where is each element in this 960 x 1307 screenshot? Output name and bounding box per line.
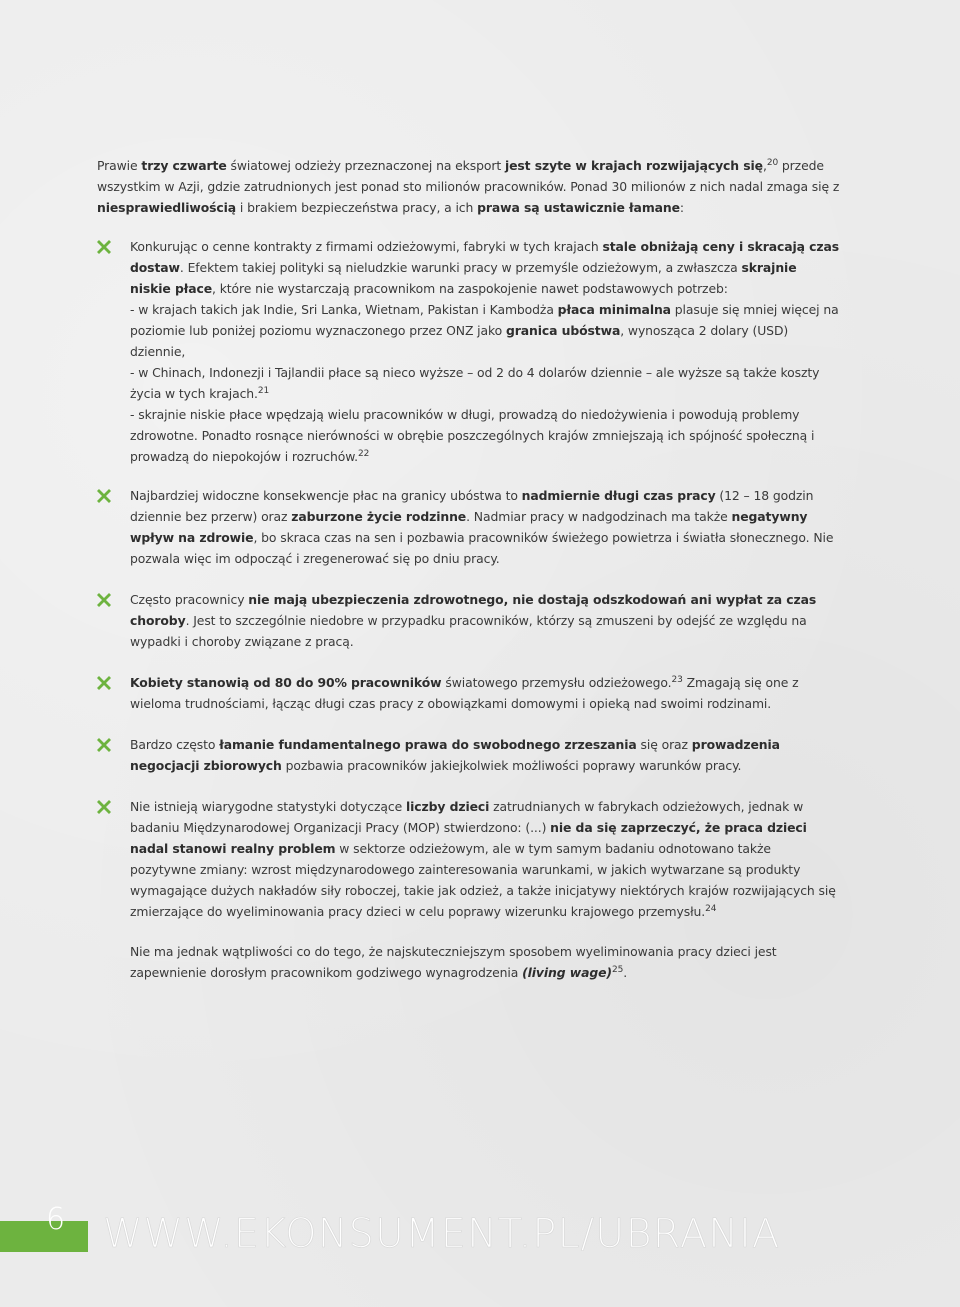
bullet-item-women — [95, 672, 840, 714]
text: światowej odzieży przeznaczonej na eksport — [226, 158, 505, 173]
text: , bo skraca czas na sen i pozbawia pracowników świeżego powietrza i światła słonecznego. Nie pozwala więc im odpocząć i zregenerować się po dniu pracy. — [130, 530, 834, 566]
bold-text: niesprawiedliwością — [97, 200, 237, 215]
bold-text: granica ubóstwa — [505, 323, 621, 338]
bold-text: prowadzenia negocjacji zbiorowych — [130, 737, 780, 773]
x-mark-icon — [95, 591, 113, 609]
text: . Nadmiar pracy w nadgodzinach ma także — [466, 509, 732, 524]
bold-text: łamanie fundamentalnego prawa do swobodnego zrzeszania — [219, 737, 637, 752]
text: Nie istnieją wiarygodne statystyki dotyczące — [130, 799, 406, 814]
text: pozbawia pracowników jakiejkolwiek możliwości poprawy warunków pracy. — [281, 758, 742, 773]
bullet-item-association — [95, 734, 840, 776]
text: . — [623, 965, 628, 980]
bullet-item-working-hours — [95, 485, 840, 569]
closing-paragraph — [130, 941, 840, 983]
footer-accent-bar — [0, 1221, 88, 1252]
bold-text: Kobiety stanowią od 80 do 90% pracowników — [130, 675, 442, 690]
footnote-ref: 20 — [766, 158, 779, 168]
text: (12 – 18 godzin dziennie bez przerw) oraz — [130, 488, 814, 524]
text: plasuje się mniej więcej na poziomie lub poniżej poziomu wyznaczonego przez ONZ jako — [130, 302, 839, 338]
footnote-ref: 22 — [357, 449, 370, 459]
text: : — [679, 200, 684, 215]
text: , które nie wystarczają pracownikom na zaspokojenie nawet podstawowych potrzeb: — [212, 281, 728, 296]
footnote-ref: 23 — [671, 675, 683, 685]
text: - skrajnie niskie płace wpędzają wielu pracowników w długi, prowadzą do niedożywienia i powodują problemy zdrowotne. Ponadto rosnące nierówności w obrębie poszczególnych krajów zmniejszają ich spójność społeczną i prowadzą do niepokojów i rozruchów. — [130, 407, 815, 464]
page-number: 6 — [46, 1202, 66, 1237]
bold-text: nie da się zaprzeczyć, że praca dzieci nadal stanowi realny problem — [130, 820, 807, 856]
bold-text: stale obniżają ceny i skracają czas dostaw — [130, 239, 840, 275]
text: - w krajach takich jak Indie, Sri Lanka, Wietnam, Pakistan i Kambodża — [130, 302, 558, 317]
footnote-ref: 24 — [705, 904, 717, 914]
footnote-ref: 21 — [257, 386, 270, 396]
text: , — [762, 158, 767, 173]
text: - w Chinach, Indonezji i Tajlandii płace są nieco wyższe – od 2 do 4 dolarów dziennie – ale wyższe są także koszty życia w tych krajach. — [130, 365, 820, 401]
bold-text: jest szyte w krajach rozwijających się — [504, 158, 763, 173]
text: się oraz — [636, 737, 692, 752]
bold-text: liczby dzieci — [405, 799, 490, 814]
footnote-ref: 25 — [612, 965, 624, 975]
x-mark-icon — [95, 487, 113, 505]
footer-url[interactable]: WWW.EKONSUMENT.PL/UBRANIA — [103, 1211, 781, 1257]
bold-text: nie mają ubezpieczenia zdrowotnego, nie dostają odszkodowań ani wypłat za czas choroby — [130, 592, 817, 628]
bold-text: negatywny wpływ na zdrowie — [130, 509, 808, 545]
text: Najbardziej widoczne konsekwencje płac na granicy ubóstwa to — [130, 488, 522, 503]
intro-paragraph — [97, 155, 857, 218]
bold-text: zaburzone życie rodzinne — [291, 509, 467, 524]
text: Zmagają się one z wieloma trudnościami, łącząc długi czas pracy z obowiązkami domowymi i opieką nad swoimi rodzinami. — [130, 675, 799, 711]
text: , wynosząca 2 dolary (USD) dziennie, — [130, 323, 789, 359]
bold-text: skrajnie niskie płace — [130, 260, 797, 296]
bold-text: nadmiernie długi czas pracy — [521, 488, 716, 503]
bullet-item-health-insurance — [95, 589, 840, 652]
text: zatrudnianych w fabrykach odzieżowych, jednak w badaniu Międzynarodowej Organizacji Pracy (MOP) stwierdzono: (...) — [130, 799, 804, 835]
text: Często pracownicy — [130, 592, 249, 607]
text: Bardzo często — [130, 737, 220, 752]
x-mark-icon — [95, 736, 113, 754]
text: w sektorze odzieżowym, ale w tym samym badaniu odnotowano także pozytywne zmiany: wzrost międzynarodowego zainteresowania warunkami, w jakich wytwarzane są produkty wymagające dużych nakładów siły roboczej, takie jak odzież, a także inicjatywy niektórych krajów rozwijających się zmierzające do wyeliminowania pracy dzieci w celu poprawy wizerunku krajowego przemysłu. — [130, 841, 836, 919]
text: Prawie — [97, 158, 142, 173]
text: Konkurując o cenne kontrakty z firmami odzieżowymi, fabryki w tych krajach — [130, 239, 603, 254]
bold-italic-text: (living wage) — [522, 965, 612, 980]
bold-text: prawa są ustawicznie łamane — [477, 200, 680, 215]
text: przede wszystkim w Azji, gdzie zatrudnionych jest ponad sto milionów pracowników. Ponad 30 milionów z nich nadal zmaga się z — [97, 158, 840, 194]
bullet-item-child-labour — [95, 796, 840, 922]
bold-text: płaca minimalna — [557, 302, 671, 317]
text: Nie ma jednak wątpliwości co do tego, że najskuteczniejszym sposobem wyeliminowania pracy dzieci jest zapewnienie dorosłym pracownikom godziwego wynagrodzenia — [130, 944, 777, 980]
text: światowego przemysłu odzieżowego. — [441, 675, 672, 690]
text: . Efektem takiej polityki są nieludzkie warunki pracy w przemyśle odzieżowym, a zwłaszcza — [179, 260, 742, 275]
x-mark-icon — [95, 798, 113, 816]
bullet-item-wages — [95, 236, 840, 467]
x-mark-icon — [95, 238, 113, 256]
text: i brakiem bezpieczeństwa pracy, a ich — [236, 200, 478, 215]
x-mark-icon — [95, 674, 113, 692]
bold-text: trzy czwarte — [141, 158, 227, 173]
text: . Jest to szczególnie niedobre w przypadku pracowników, którzy są zmuszeni by odejść ze względu na wypadki i choroby związane z pracą. — [130, 613, 807, 649]
